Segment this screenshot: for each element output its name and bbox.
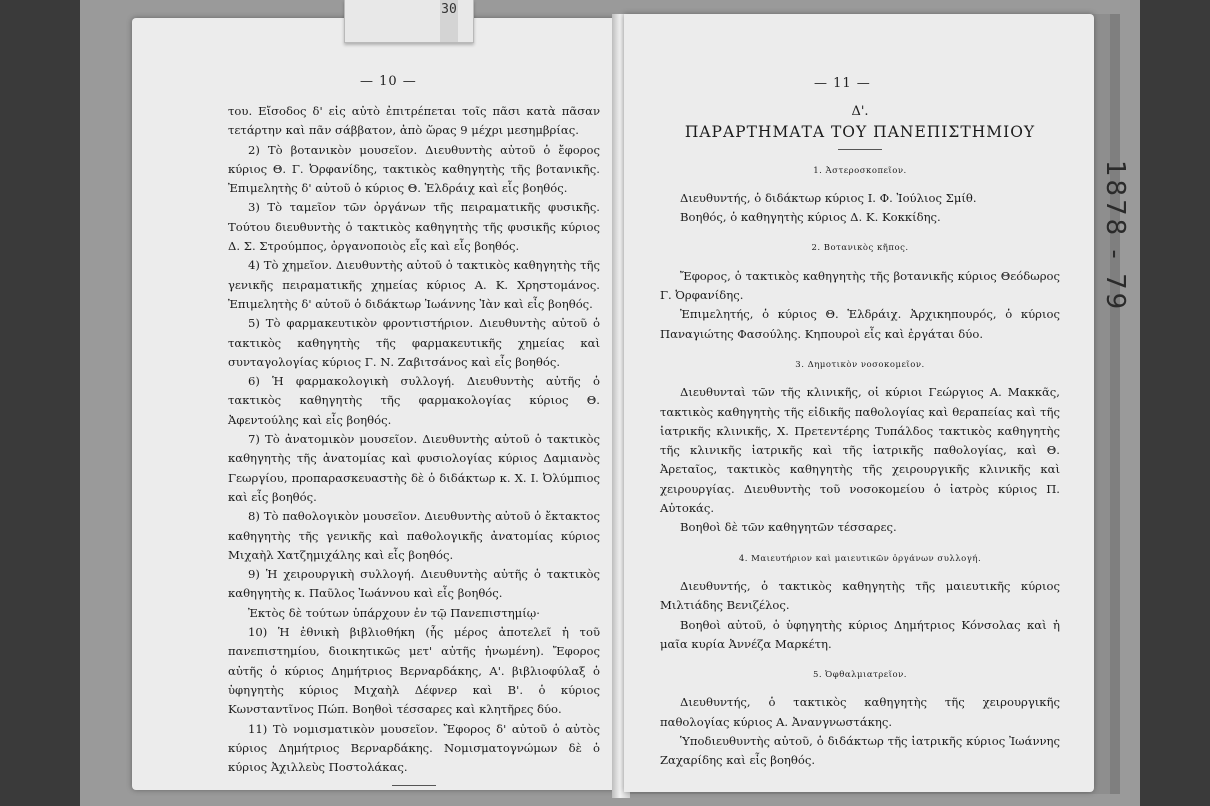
paragraph: 4) Τὸ χημεῖον. Διευθυντὴς αὐτοῦ ὁ τακτικὸς καθηγητὴς τῆς γενικῆς πειραματικῆς χημείας κύριος Α. Κ. Χρηστομάνος. Ἐπιμελητὴς δ' αὐτοῦ ὁ διδάκτωρ Ἰωάννης Ἰὰν καὶ εἷς βοηθός.	[228, 258, 600, 311]
bookmark-tab-label: 30	[440, 0, 458, 42]
paragraph: 8) Τὸ παθολογικὸν μουσεῖον. Διευθυντὴς αὐτοῦ ὁ ἔκτακτος καθηγητὴς τῆς γενικῆς καὶ παθολογικῆς ἀνατομίας κύριος Μιχαὴλ Χατζημιχάλης καὶ εἷς βοηθός.	[228, 509, 600, 562]
paragraph: Ἐπιμελητής, ὁ κύριος Θ. Ἑλδράιχ. Ἀρχικηπουρός, ὁ κύριος Παναγιώτης Φασούλης. Κηπουροὶ εἷς καὶ ἐργάται δύο.	[660, 307, 1060, 341]
subsection-heading: 2. Βοτανικὸς κῆπος.	[811, 243, 909, 254]
left-page	[132, 18, 618, 790]
left-page-number: — 10 —	[360, 74, 417, 89]
paragraph: Βοηθοὶ αὐτοῦ, ὁ ὑφηγητὴς κύριος Δημήτριος Κόνσολας καὶ ἡ μαῖα κυρία Ἀννέζα Μαρκέτη.	[660, 617, 1060, 651]
subsection-heading: 5. Ὀφθαλμιατρεῖον.	[813, 670, 907, 681]
end-rule	[392, 785, 436, 786]
subsection-heading: 1. Ἀστεροσκοπεῖον.	[813, 165, 907, 176]
paragraph: 11) Τὸ νομισματικὸν μουσεῖον. Ἔφορος δ' αὐτοῦ ὁ αὐτὸς κύριος Δημήτριος Βερναρδάκης. Νομισματογνώμων δὲ ὁ κύριος Ἀχιλλεὺς Ποστολάκας.	[228, 721, 600, 775]
paragraph: Διευθυντής, ὁ τακτικὸς καθηγητὴς τῆς μαιευτικῆς κύριος Μιλτιάδης Βενιζέλος.	[660, 578, 1060, 613]
paragraph: 2) Τὸ βοτανικὸν μουσεῖον. Διευθυντὴς αὐτοῦ ὁ ἔφορος κύριος Θ. Γ. Ὀρφανίδης, τακτικὸς καθηγητὴς τῆς βοτανικῆς. Ἐπιμελητὴς δ' αὐτοῦ ὁ κύριος Θ. Ἑλδράιχ καὶ εἷς βοηθός.	[228, 142, 600, 196]
subsection-heading: 4. Μαιευτήριον καὶ μαιευτικῶν ὀργάνων συλλογή.	[738, 553, 982, 564]
paragraph: 7) Τὸ ἀνατομικὸν μουσεῖον. Διευθυντὴς αὐτοῦ ὁ τακτικὸς καθηγητὴς τῆς ἀνατομίας καὶ φυσιολογίας κύριος Δαμιανὸς Γεωργίου, προπαρασκευαστὴς δὲ ὁ διδάκτωρ κ. Χ. Ι. Ὀλύμπιος καὶ εἷς βοηθός.	[228, 432, 600, 504]
paragraph: του. Εἴσοδος δ' εἰς αὐτὸ ἐπιτρέπεται τοῖς πᾶσι κατὰ πᾶσαν τετάρτην καὶ πᾶν σάββατον, ἀπὸ ὥρας 9 μέχρι μεσημβρίας.	[228, 104, 600, 138]
paragraph: 3) Τὸ ταμεῖον τῶν ὀργάνων τῆς πειραματικῆς φυσικῆς. Τούτου διευθυντὴς ὁ τακτικὸς καθηγητὴς τῆς φυσικῆς κύριος Δ. Σ. Στρούμπος, ὀργανοποιὸς εἷς καὶ εἷς βοηθός.	[228, 200, 600, 254]
paragraph: 9) Ἡ χειρουργικὴ συλλογή. Διευθυντὴς αὐτῆς ὁ τακτικὸς καθηγητὴς κ. Παῦλος Ἰωάννου καὶ εἷς βοηθός.	[228, 567, 600, 601]
paragraph: Βοηθοὶ δὲ τῶν καθηγητῶν τέσσαρες.	[680, 520, 897, 535]
section-letter: Δ'.	[851, 104, 869, 119]
paragraph: Ἔφορος, ὁ τακτικὸς καθηγητὴς τῆς βοτανικῆς κύριος Θεόδωρος Γ. Ὀρφανίδης.	[660, 268, 1060, 303]
left-page-body	[228, 102, 600, 790]
section-title: ΠΑΡΑΡΤΗΜΑΤΑ ΤΟΥ ΠΑΝΕΠΙΣΤΗΜΙΟΥ	[684, 123, 1036, 142]
title-rule	[838, 149, 882, 150]
paragraph: Ὑποδιευθυντὴς αὐτοῦ, ὁ διδάκτωρ τῆς ἰατρικῆς κύριος Ἰωάννης Ζαχαρίδης καὶ εἷς βοηθός.	[660, 734, 1060, 768]
paragraph: 10) Ἡ ἐθνικὴ βιβλιοθήκη (ἧς μέρος ἀποτελεῖ ἡ τοῦ πανεπιστημίου, διοικητικῶς μετ' αὐτῆς ἡνωμένη). Ἔφορος αὐτῆς ὁ κύριος Δημήτριος Βερναρδάκης, Α'. βιβλιοφύλαξ ὁ ὑφηγητὴς κύριος Μιχαὴλ Δέφνερ καὶ Β'. ὁ κύριος Κωνσταντῖνος Πώπ. Βοηθοὶ τέσσαρες καὶ κλητῆρες δύο.	[228, 625, 600, 717]
paragraph: Βοηθός, ὁ καθηγητὴς κύριος Δ. Κ. Κοκκίδης.	[680, 210, 941, 225]
paragraph: Ἐκτὸς δὲ τούτων ὑπάρχουν ἐν τῷ Πανεπιστημίῳ·	[248, 605, 540, 620]
cover-edge	[1110, 14, 1120, 794]
paragraph: Διευθυντής, ὁ διδάκτωρ κύριος Ι. Φ. Ἰούλιος Σμίθ.	[680, 190, 977, 205]
handwritten-margin-note: 1878 - 79	[1100, 160, 1130, 313]
right-page-number: — 11 —	[814, 76, 871, 91]
paragraph: 5) Τὸ φαρμακευτικὸν φροντιστήριον. Διευθυντὴς αὐτοῦ ὁ τακτικὸς καθηγητὴς τῆς φαρμακευτικῆς χημείας καὶ συνταγολογίας κύριος Γ. Ν. Ζαβιτσάνος καὶ εἷς βοηθός.	[228, 316, 600, 369]
subsection-heading: 3. Δημοτικὸν νοσοκομεῖον.	[795, 359, 925, 370]
paragraph: Διευθυντής, ὁ τακτικὸς καθηγητὴς τῆς χειρουργικῆς παθολογίας κύριος Α. Ἀνανγνωστάκης.	[660, 695, 1060, 729]
right-page-body	[660, 102, 1060, 771]
right-page	[624, 14, 1094, 792]
paragraph: 6) Ἡ φαρμακολογικὴ συλλογή. Διευθυντὴς αὐτῆς ὁ τακτικὸς καθηγητὴς τῆς φαρμακολογίας κύριος Θ. Ἀφεντούλης καὶ εἷς βοηθός.	[228, 374, 600, 427]
paragraph: Διευθυνταὶ τῶν τῆς κλινικῆς, οἱ κύριοι Γεώργιος Α. Μακκᾶς, τακτικὸς καθηγητὴς τῆς εἰδικῆς παθολογίας καὶ θεραπείας καὶ τῆς ἰατρικῆς κλινικῆς, Χ. Πρετεντέρης Τυπάλδος τακτικὸς καθηγητὴς τῆς κλινικῆς ἰατρικῆς καὶ τῆς ἰατρικῆς παθολογίας, καὶ Θ. Ἀρεταῖος, τακτικὸς καθηγητὴς τῆς χειρουργικῆς κλινικῆς καὶ χειρουργίας. Διευθυντὴς τοῦ νοσοκομείου ὁ ἰατρὸς κύριος Π. Αὐτοκάς.	[660, 385, 1060, 516]
